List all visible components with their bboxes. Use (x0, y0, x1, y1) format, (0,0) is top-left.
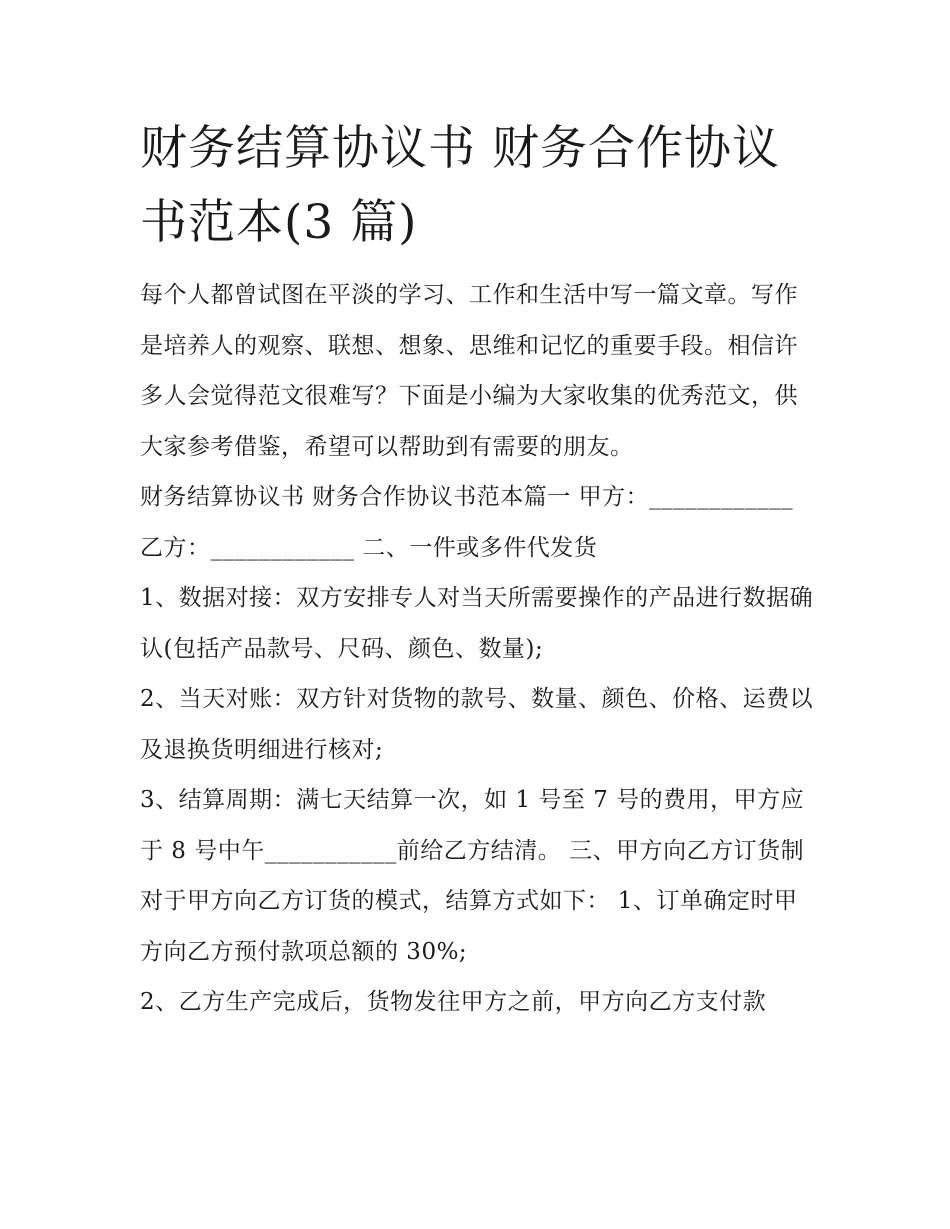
paragraph-order-item-2: 2、乙方生产完成后，货物发往甲方之前，甲方向乙方支付款 (140, 989, 767, 1015)
document-page (140, 112, 820, 1028)
paragraph-item-2: 2、当天对账：双方针对货物的款号、数量、颜色、价格、运费以及退换货明细进行核对; (140, 686, 814, 763)
paragraph-intro: 每个人都曾试图在平淡的学习、工作和生活中写一篇文章。写作是培养人的观察、联想、想象、思维和记忆的重要手段。相信许多人会觉得范文很难写？下面是小编为大家收集的优秀范文，供大家参考借鉴，希望可以帮助到有需要的朋友。 (140, 282, 798, 460)
paragraph-item-3: 3、结算周期：满七天结算一次，如 1 号至 7 号的费用，甲方应于 8 号中午___________前给乙方结清。 三、甲方向乙方订货制 (140, 787, 805, 864)
paragraph-item-1: 1、数据对接：双方安排专人对当天所需要操作的产品进行数据确认(包括产品款号、尺码、颜色、数量); (140, 585, 814, 662)
paragraph-parties: 财务结算协议书 财务合作协议书范本篇一 甲方：____________ 乙方：____________ 二、一件或多件代发货 (140, 484, 794, 561)
title-line-2: 书范本(3 篇) (140, 195, 418, 250)
title-line-1: 财务结算协议书 财务合作协议 (140, 121, 780, 176)
paragraph-order-mode: 对于甲方向乙方订货的模式，结算方式如下： 1、订单确定时甲方向乙方预付款项总额的 30%; (140, 888, 798, 965)
document-title (140, 112, 820, 260)
